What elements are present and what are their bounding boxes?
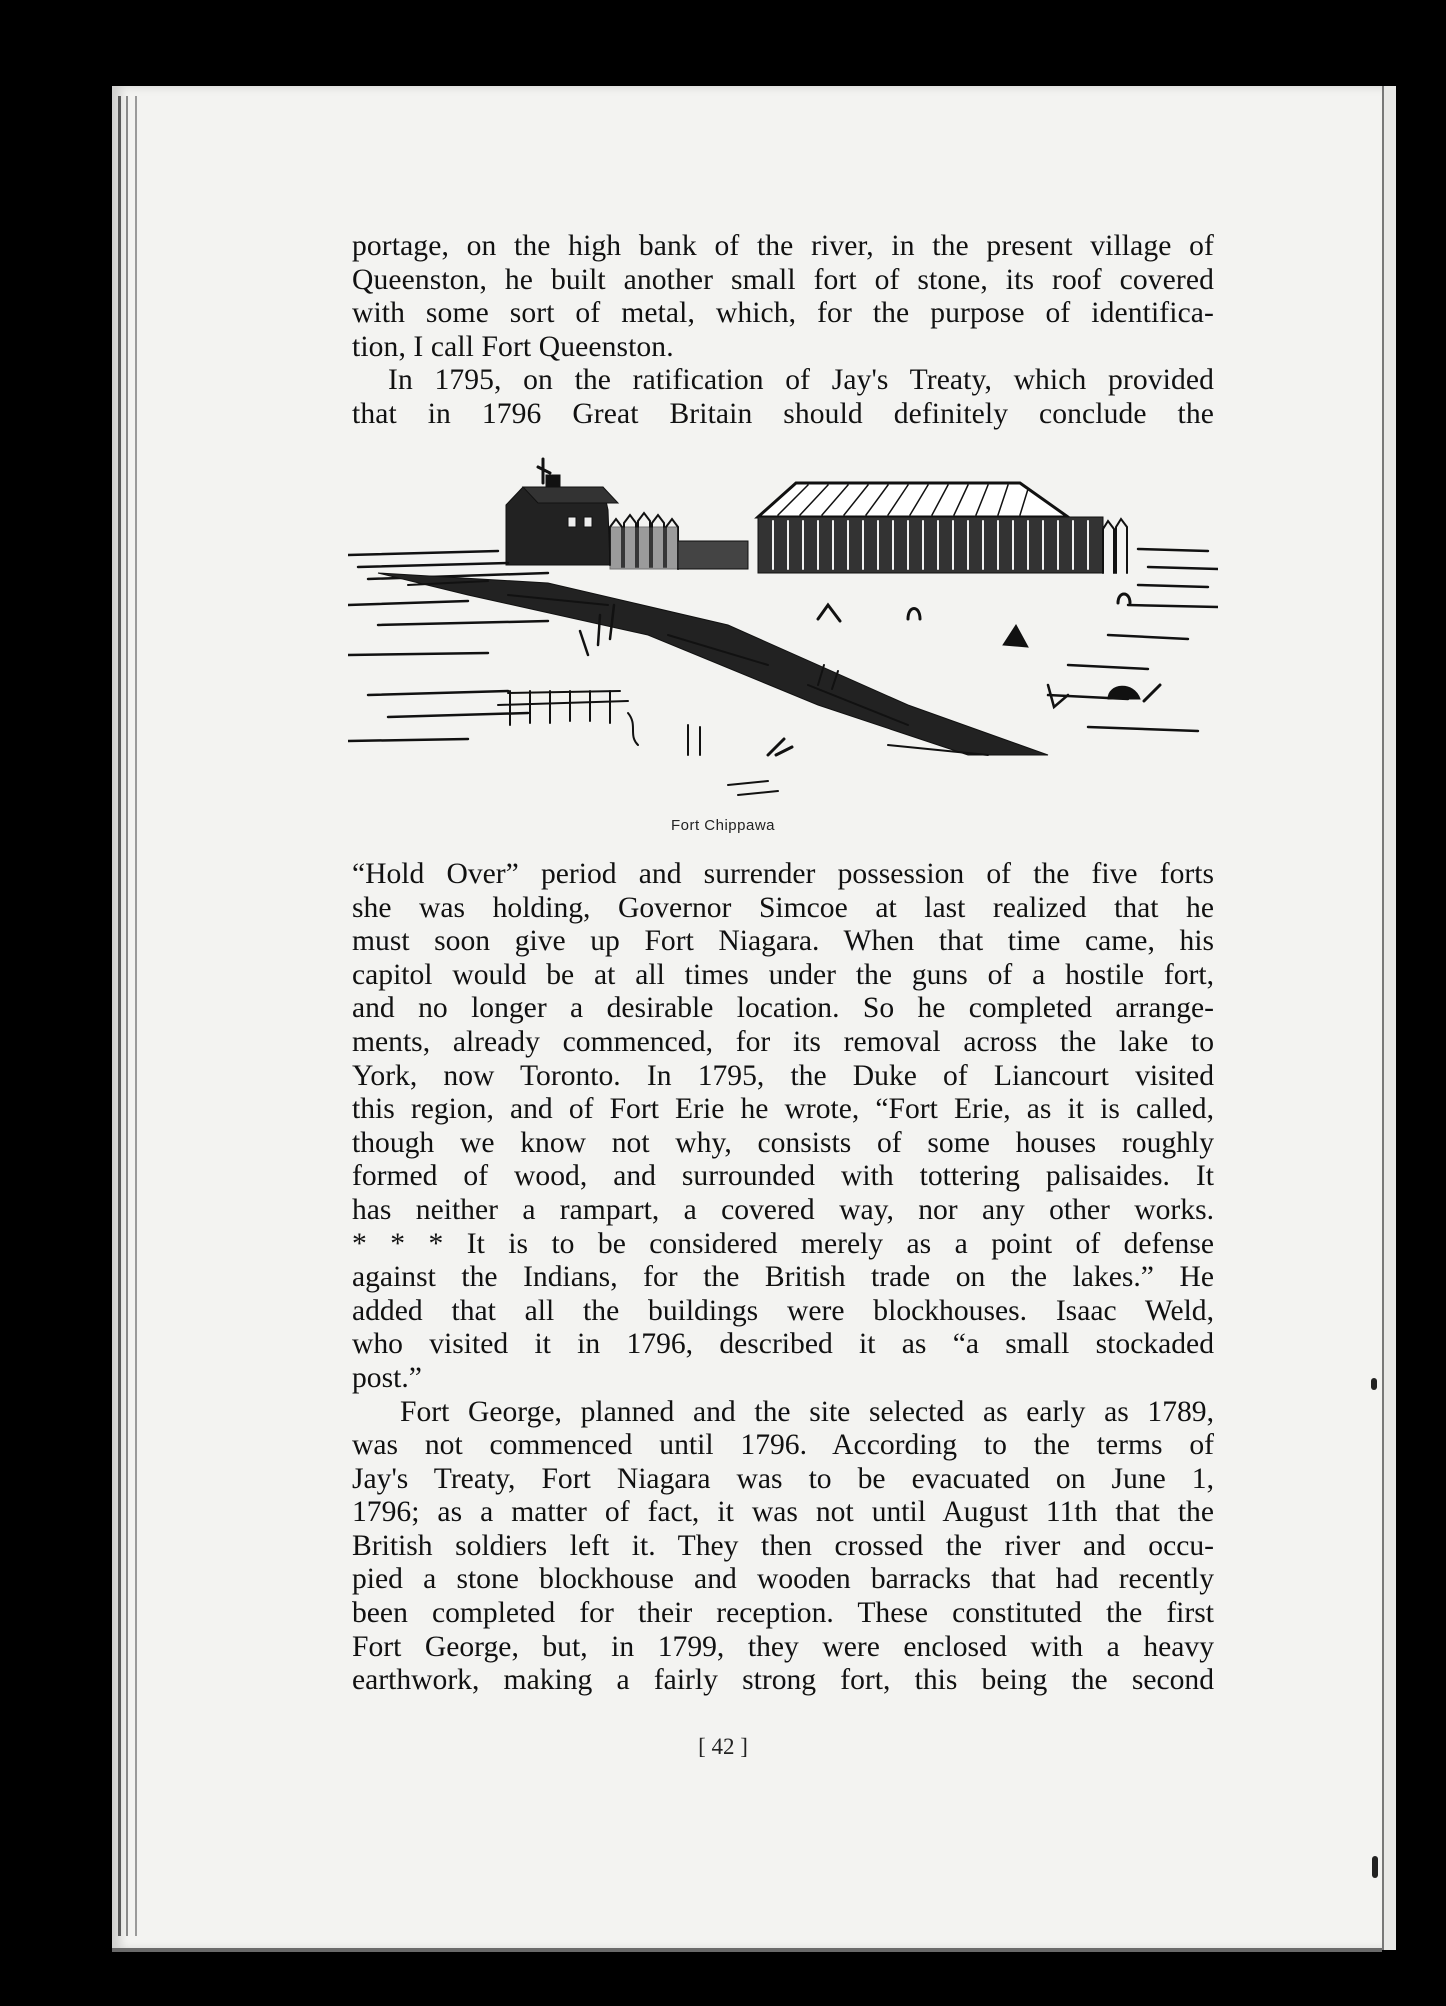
text-line: was not commenced until 1796. According to the terms of <box>352 1429 1214 1462</box>
text-line: York, now Toronto. In 1795, the Duke of Liancourt visited <box>352 1059 1214 1092</box>
text-line: Queenston, he built another small fort of stone, its roof covered <box>352 263 1214 296</box>
text-line: British soldiers left it. They then crossed the river and occu- <box>352 1529 1214 1562</box>
top-text-block <box>352 230 1214 432</box>
text-line: Fort George, but, in 1799, they were enclosed with a heavy <box>352 1630 1214 1663</box>
text-line: that in 1796 Great Britain should definitely conclude the <box>352 397 1214 430</box>
text-line: earthwork, making a fairly strong fort, this being the second <box>352 1664 1214 1697</box>
text-line: “Hold Over” period and surrender possession of the five forts <box>352 858 1214 890</box>
text-line: Fort George, planned and the site selected as early as 1789, <box>400 1395 1214 1428</box>
text-line: ments, already commenced, for its removal across the lake to <box>352 1025 1214 1058</box>
text-line: formed of wood, and surrounded with tottering palisaides. It <box>352 1160 1214 1193</box>
edge-mark <box>1372 1856 1378 1878</box>
facing-page-edge <box>1382 86 1396 1950</box>
page-number: [ 42 ] <box>698 1734 748 1759</box>
binding-gutter-line <box>135 96 137 1936</box>
binding-gutter-line <box>126 96 128 1936</box>
text-line: against the Indians, for the British trade on the lakes.” He <box>352 1261 1214 1294</box>
page-bottom-edge <box>112 1948 1382 1952</box>
text-line: pied a stone blockhouse and wooden barracks that had recently <box>352 1563 1214 1596</box>
binding-gutter-line <box>118 96 121 1936</box>
text-line: added that all the buildings were blockhouses. Isaac Weld, <box>352 1294 1214 1327</box>
text-line: has neither a rampart, a covered way, nor any other works. <box>352 1193 1214 1226</box>
text-line: In 1795, on the ratification of Jay's Treaty, which provided <box>388 364 1214 397</box>
edge-mark <box>1371 1378 1377 1390</box>
text-line: this region, and of Fort Erie he wrote, “Fort Erie, as it is called, <box>352 1093 1214 1126</box>
text-line: tion, I call Fort Queenston. <box>352 330 674 363</box>
bottom-text-block <box>352 858 1214 1698</box>
text-line: she was holding, Governor Simcoe at last realized that he <box>352 891 1214 924</box>
text-line: * * * It is to be considered merely as a point of defense <box>352 1227 1214 1260</box>
text-line: must soon give up Fort Niagara. When that time came, his <box>352 925 1214 958</box>
fort-chippawa-illustration <box>348 455 1218 813</box>
text-line: Jay's Treaty, Fort Niagara was to be evacuated on June 1, <box>352 1462 1214 1495</box>
text-line: and no longer a desirable location. So he completed arrange- <box>352 992 1214 1025</box>
text-line: though we know not why, consists of some houses roughly <box>352 1126 1214 1159</box>
text-line: who visited it in 1796, described it as “a small stockaded <box>352 1328 1214 1361</box>
text-line: portage, on the high bank of the river, in the present village of <box>352 230 1214 262</box>
text-line: capitol would be at all times under the guns of a hostile fort, <box>352 958 1214 991</box>
figure-caption: Fort Chippawa <box>670 817 776 834</box>
text-line: with some sort of metal, which, for the purpose of identifica- <box>352 297 1214 330</box>
text-line: been completed for their reception. These constituted the first <box>352 1597 1214 1630</box>
text-line: 1796; as a matter of fact, it was not until August 11th that the <box>352 1496 1214 1529</box>
text-line: post.” <box>352 1361 422 1394</box>
